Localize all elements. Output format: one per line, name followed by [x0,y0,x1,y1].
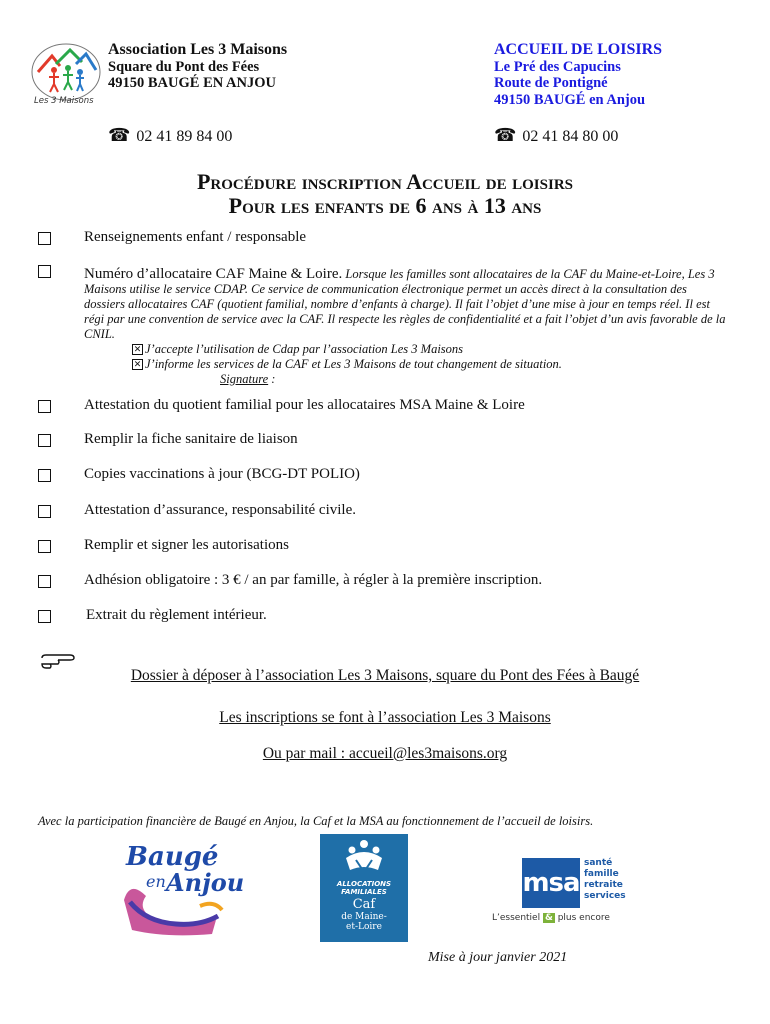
item-7: Remplir et signer les autorisations [84,537,289,553]
cdap-accept [132,342,730,357]
checkbox-4[interactable] [38,434,51,447]
en-text: en [146,872,166,891]
checked-box-icon[interactable]: ✕ [133,359,142,369]
msa-tagline-1: L’essentiel [492,913,541,923]
msa-line-3: retraite [584,880,623,890]
checkbox-8[interactable] [38,575,51,588]
item-6: Attestation d’assurance, responsabilité civile. [84,502,356,518]
update-date: Mise à jour janvier 2021 [428,950,568,965]
bauge-en-anjou-logo [116,840,245,940]
caf-line-5: et-Loire [346,922,382,932]
anjou-text: Anjou [166,868,245,897]
header-left [108,42,287,92]
phone-right [494,125,618,146]
item-2-caf [84,267,730,387]
checkbox-5[interactable] [38,469,51,482]
association-address-1: Square du Pont des Fées [108,58,260,75]
item-3: Attestation du quotient familial pour les allocataires MSA Maine & Loire [84,397,525,413]
association-name: Association Les 3 Maisons [108,41,288,58]
caf-line-1: ALLOCATIONS [336,880,392,888]
title-line-2: Pour les enfants de 6 ans à 13 ans [228,193,542,218]
checkbox-1[interactable] [38,232,51,245]
item-4: Remplir la fiche sanitaire de liaison [84,431,298,447]
caf-inform-label: J’informe les services de la CAF et Les 3 Maisons de tout changement de situation. [145,357,562,371]
checkbox-3[interactable] [38,400,51,413]
signature-colon: : [268,372,276,386]
mail-note[interactable]: Ou par mail : accueil@les3maisons.org [262,745,508,762]
msa-line-4: services [584,891,626,901]
phone-icon: ☎ [108,125,131,145]
checked-box-icon[interactable]: ✕ [133,344,142,354]
phone-left [108,125,232,146]
msa-tagline [492,913,610,923]
accueil-address-1: Le Pré des Capucins [494,58,621,75]
caf-inform [132,357,730,372]
les-3-maisons-logo [30,42,102,108]
caf-line-4: de Maine- [341,912,387,922]
logo-text: Les 3 Maisons [34,96,94,106]
checkbox-7[interactable] [38,540,51,553]
checkbox-9[interactable] [38,610,51,623]
participation-note: Avec la participation financière de Baugé en Anjou, la Caf et la MSA au fonctionnement de l’accueil de loisirs. [38,814,594,828]
checkbox-6[interactable] [38,505,51,518]
msa-line-2: famille [584,869,619,879]
item-1: Renseignements enfant / responsable [84,229,307,245]
accueil-address-3: 49150 BAUGÉ en Anjou [494,91,646,108]
signature-label: Signature [220,372,269,386]
checkbox-2[interactable] [38,265,51,278]
item-2-intro: Numéro d’allocataire CAF Maine & Loire. [84,266,343,282]
caf-line-3: Caf [352,897,376,912]
msa-tagline-2: plus encore [557,913,610,923]
item-8: Adhésion obligatoire : 3 € / an par famille, à régler à la première inscription. [84,572,543,588]
accueil-address-2: Route de Pontigné [494,75,608,91]
accueil-name: ACCUEIL DE LOISIRS [494,41,663,58]
msa-line-1: santé [584,858,613,868]
caf-line-2: FAMILIALES [341,888,387,896]
bauge-text: Baugé [126,842,219,872]
deposit-note: Dossier à déposer à l’association Les 3 Maisons, square du Pont des Fées à Baugé [130,667,640,684]
header-right [494,42,662,108]
association-address-2: 49150 BAUGÉ EN ANJOU [108,75,276,91]
msa-letters: msa [522,858,580,908]
title-line-1: Procédure inscription Accueil de loisirs [196,169,574,194]
phone-left-number: 02 41 89 84 00 [136,128,233,145]
item-5: Copies vaccinations à jour (BCG-DT POLIO) [84,466,360,482]
cdap-accept-label: J’accepte l’utilisation de Cdap par l’association Les 3 Maisons [145,342,464,356]
inscriptions-note: Les inscriptions se font à l’association Les 3 Maisons [219,709,551,726]
msa-logo [492,856,652,926]
item-9: Extrait du règlement intérieur. [86,607,267,623]
phone-right-number: 02 41 84 80 00 [522,128,619,145]
item-2-text: Lorsque les familles sont allocataires de la CAF du Maine-et-Loire, Les 3 Maisons utilise le service CDAP. Ce service de communication électronique permet un accès direct à la consultation des dossiers allocataires CAF (quotient familial, nombre d’enfants à charge). Il fait l’objet d’une mise à jour en temps réel. Il est régi par une convention de service avec la CAF. Il respecte les règles de confidentialité et a fait l’objet d’un avis favorable de la CNIL. [84,267,726,341]
signature-line [220,372,730,387]
caf-logo [320,834,408,942]
msa-tagline-amp: & [544,913,553,923]
phone-icon: ☎ [494,125,517,145]
